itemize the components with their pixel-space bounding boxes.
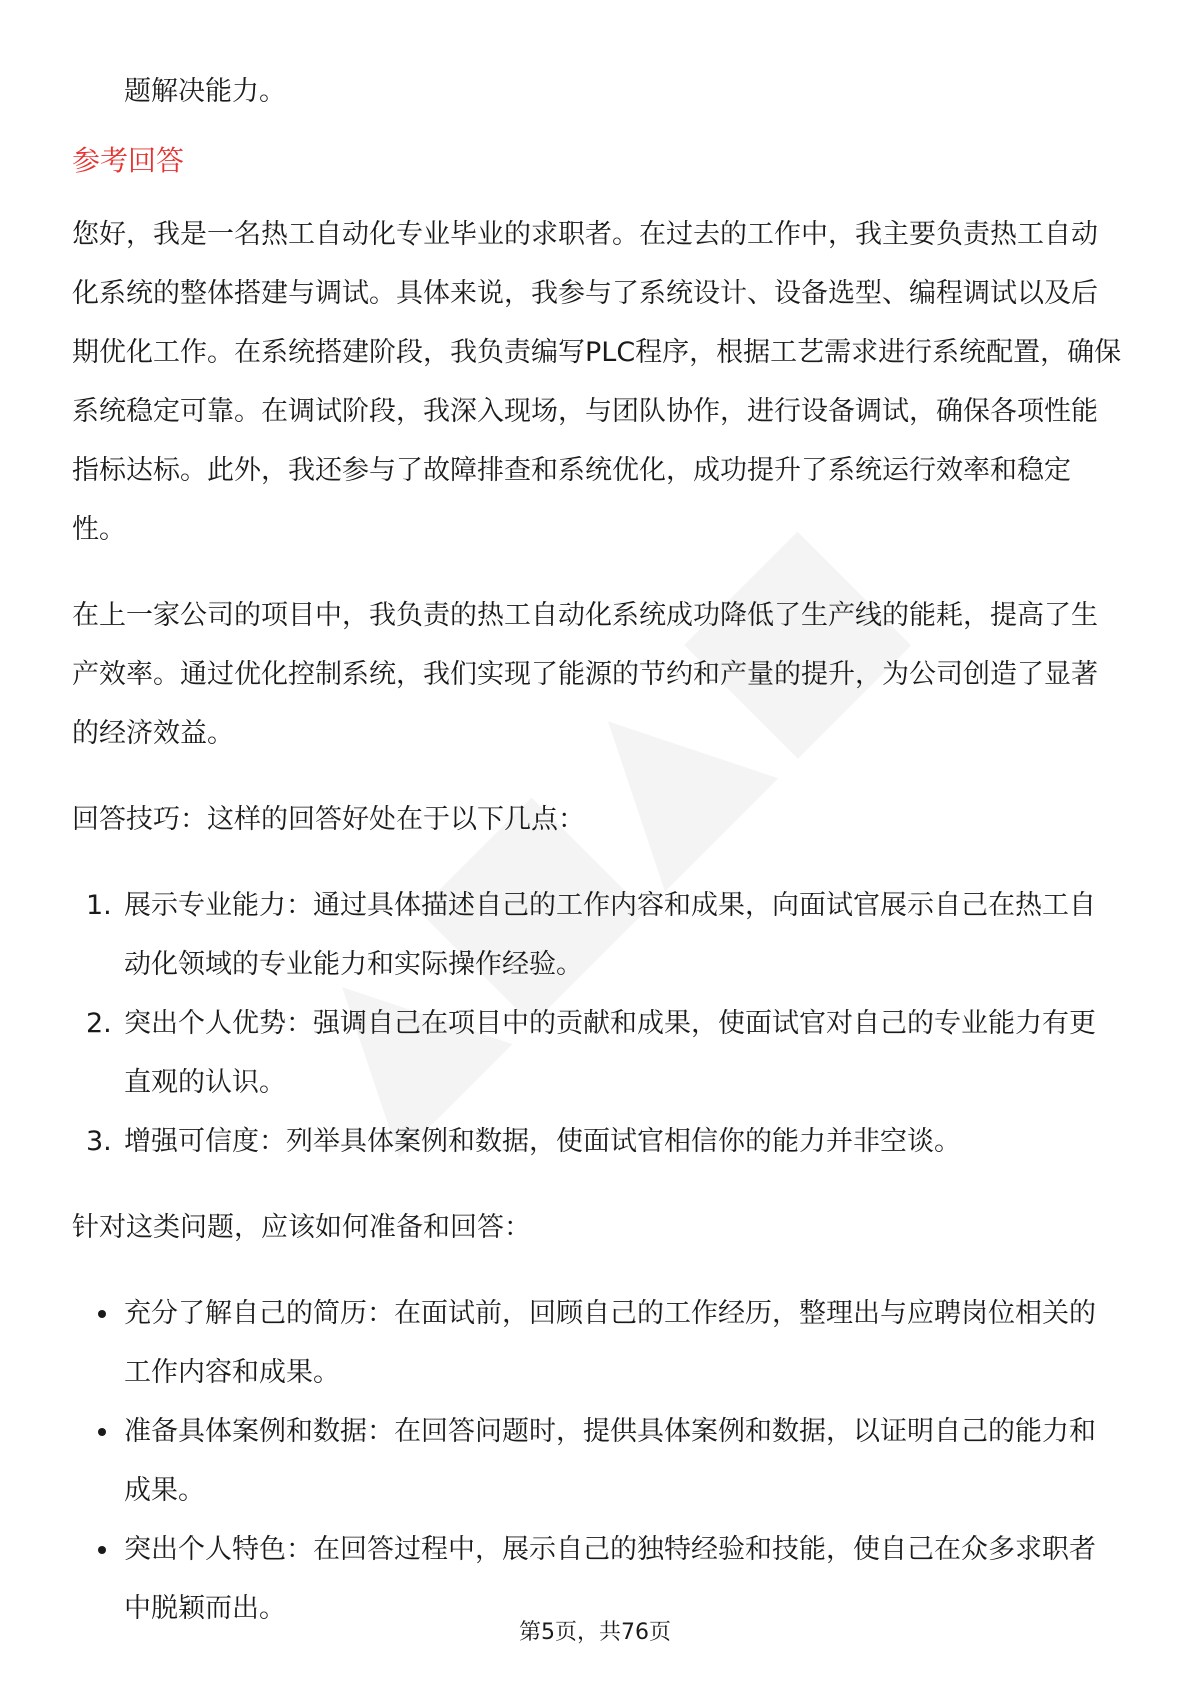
bullet-icon bbox=[98, 1546, 106, 1554]
section-heading: 参考回答 bbox=[72, 144, 185, 177]
list-item bbox=[72, 994, 1122, 1112]
answer-paragraph-2: 在上一家公司的项目中，我负责的热工自动化系统成功降低了生产线的能耗，提高了生产效率。通过优化控制系统，我们实现了能源的节约和产量的提升，为公司创造了显著的经济效益。 bbox=[72, 600, 1098, 749]
list-item bbox=[72, 1284, 1122, 1402]
tips-list bbox=[72, 876, 1122, 1171]
answer-paragraph-1: 您好，我是一名热工自动化专业毕业的求职者。在过去的工作中，我主要负责热工自动化系统的整体搭建与调试。具体来说，我参与了系统设计、设备选型、编程调试以及后期优化工作。在系统搭建阶段，我负责编写PLC程序，根据工艺需求进行系统配置，确保系统稳定可靠。在调试阶段，我深入现场，与团队协作，进行设备调试，确保各项性能指标达标。此外，我还参与了故障排查和系统优化，成功提升了系统运行效率和稳定性。 bbox=[72, 219, 1122, 545]
list-number: 2. bbox=[86, 1008, 112, 1039]
intro-continuation: 题解决能力。 bbox=[124, 76, 286, 107]
list-item-text: 准备具体案例和数据：在回答问题时，提供具体案例和数据，以证明自己的能力和成果。 bbox=[124, 1416, 1096, 1506]
tips-intro: 回答技巧：这样的回答好处在于以下几点： bbox=[72, 804, 585, 835]
list-item bbox=[72, 876, 1122, 994]
list-item-text: 充分了解自己的简历：在面试前，回顾自己的工作经历，整理出与应聘岗位相关的工作内容和成果。 bbox=[124, 1298, 1096, 1388]
list-number: 3. bbox=[86, 1126, 112, 1157]
prep-intro: 针对这类问题，应该如何准备和回答： bbox=[72, 1212, 531, 1243]
list-item-text: 增强可信度：列举具体案例和数据，使面试官相信你的能力并非空谈。 bbox=[124, 1126, 961, 1157]
list-item-text: 突出个人特色：在回答过程中，展示自己的独特经验和技能，使自己在众多求职者中脱颖而出。 bbox=[124, 1534, 1096, 1624]
bullet-icon bbox=[98, 1428, 106, 1436]
list-item bbox=[72, 1112, 1122, 1171]
prep-list bbox=[72, 1284, 1122, 1638]
page-content bbox=[72, 62, 1122, 1665]
bullet-icon bbox=[98, 1310, 106, 1318]
list-item-text: 展示专业能力：通过具体描述自己的工作内容和成果，向面试官展示自己在热工自动化领域的专业能力和实际操作经验。 bbox=[124, 890, 1096, 980]
list-item bbox=[72, 1402, 1122, 1520]
list-number: 1. bbox=[86, 890, 112, 921]
list-item-text: 突出个人优势：强调自己在项目中的贡献和成果，使面试官对自己的专业能力有更直观的认识。 bbox=[124, 1008, 1096, 1098]
page-footer: 第5页，共76页 bbox=[519, 1620, 671, 1645]
